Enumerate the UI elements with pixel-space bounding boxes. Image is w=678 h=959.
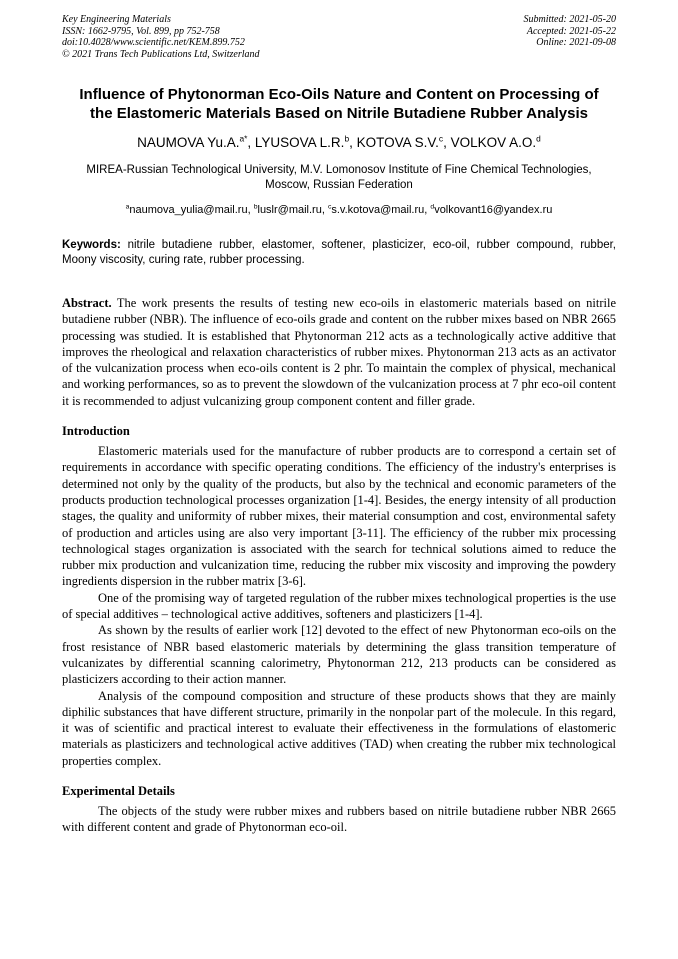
introduction-paragraph: Analysis of the compound composition and structure of these products shows that they are mainly diphilic substances that have different structure, primarily in the nonpolar part of the molecule. In this regard, it was of scientific and practical interest to evaluate their effectiveness in the formulations of elastomeric materials as plasticizers and technological active additives (TAD) when creating the rubber mix technological properties complex. <box>62 688 616 768</box>
dates-info-block <box>524 14 617 60</box>
abstract-paragraph <box>62 295 616 409</box>
journal-copyright-line: © 2021 Trans Tech Publications Ltd, Switzerland <box>62 48 260 60</box>
authors-line <box>62 135 616 150</box>
author-sep: , <box>443 135 451 150</box>
author <box>137 135 255 150</box>
abstract-text: The work presents the results of testing new eco-oils in elastomeric materials based on nitrile butadiene rubber (NBR). The influence of eco-oils grade and content on the rubber mixes based on NBR 2665 processing was studied. It is established that Phytonorman 212 acts as a technologically active additive that improves the rheological and relaxation characteristics of rubber mixes. Phytonorman 213 acts as an activator of the vulcanization process when eco-oils content is 2 phr. To maintain the complex of physical, mechanical and working performances, so as to prevent the slowdown of the vulcanization process at 7 phr eco-oil content it is recommended to adjust vulcanizing group component content and filler grade. <box>62 296 616 408</box>
author-email <box>328 204 430 216</box>
email-sup: d <box>430 203 435 211</box>
journal-info-block <box>62 14 260 60</box>
author-sup: b <box>344 133 350 144</box>
author-sep: , <box>349 135 357 150</box>
email-sep: , <box>321 204 328 216</box>
email-sup: a <box>125 203 130 211</box>
email-sup: c <box>327 203 332 211</box>
author-sup: d <box>536 133 541 144</box>
author-sup: c <box>438 133 444 144</box>
author-name: VOLKOV A.O. <box>450 135 537 150</box>
email-sup: b <box>253 203 258 211</box>
email-address: volkovant16@yandex.ru <box>434 204 553 216</box>
author <box>357 135 451 150</box>
author <box>451 135 541 150</box>
online-date: Online: 2021-09-08 <box>536 37 616 48</box>
author-email <box>430 204 552 216</box>
keywords-text: nitrile butadiene rubber, elastomer, softener, plasticizer, eco-oil, rubber compound, rubber, Moony viscosity, curing rate, rubber processing. <box>62 239 616 266</box>
introduction-heading: Introduction <box>62 424 130 439</box>
keywords-line <box>62 238 616 268</box>
abstract-label: Abstract. <box>62 296 112 310</box>
keywords-label: Keywords: <box>62 239 121 251</box>
author-email <box>254 204 328 216</box>
author-sep: , <box>247 135 255 150</box>
email-address: luslr@mail.ru <box>257 204 322 216</box>
experimental-section <box>62 784 616 836</box>
experimental-paragraph: The objects of the study were rubber mixes and rubbers based on nitrile butadiene rubber NBR 2665 with different content and grade of Phytonorman eco-oil. <box>62 804 616 835</box>
introduction-paragraph: As shown by the results of earlier work [12] devoted to the effect of new Phytonorman eco-oils on the frost resistance of NBR based elastomeric materials by determining the glass transition temperature of vulcanizates by differential scanning calorimetry, Phytonorman 212, 213 products can be considered as plasticizers according to their action manner. <box>62 623 616 687</box>
introduction-paragraph: Elastomeric materials used for the manufacture of rubber products are to correspond a certain set of requirements in accordance with specific operating conditions. The efficiency of the industry's enterprises is determined not only by the quality of the products, but also by the technical and economic parameters of the products production technological processes organization [1-4]. Besides, the energy intensity of all production stages, the quality and uniformity of rubber mixes, their material consumption and cost, environmental safety of production and articles using are also very important [3-11]. The efficiency of the rubber mix processing technological stages organization is associated with the search for technical solutions aimed to reduce the rubber mix production and vulcanization time, reducing the rubber mix viscosity and improving the powdery ingredients dispersion in the rubber matrix [3-6]. <box>62 444 616 589</box>
journal-name: Key Engineering Materials <box>62 14 171 25</box>
author-name: KOTOVA S.V. <box>356 135 439 150</box>
author-name: LYUSOVA L.R. <box>254 135 345 150</box>
journal-issn-line: ISSN: 1662-9795, Vol. 899, pp 752-758 <box>62 25 220 37</box>
journal-doi-line: doi:10.4028/www.scientific.net/KEM.899.752 <box>62 37 245 48</box>
submitted-date: Submitted: 2021-05-20 <box>523 14 616 25</box>
email-sep: , <box>424 204 431 216</box>
experimental-heading: Experimental Details <box>62 784 175 799</box>
affiliation-line: MIREA-Russian Technological University, M.V. Lomonosov Institute of Fine Chemical Technologies, Moscow, Russian Federation <box>86 164 592 191</box>
author-name: NAUMOVA Yu.A. <box>137 135 240 150</box>
introduction-paragraph: One of the promising way of targeted regulation of the rubber mixes technological properties is the use of special additives – technological active additives, softeners and plasticizers [1-4]. <box>62 590 616 622</box>
paper-title: Influence of Phytonorman Eco-Oils Nature and Content on Processing of the Elastomeric Materials Based on Nitrile Butadiene Rubber Analysis <box>79 86 599 122</box>
introduction-section <box>62 424 616 769</box>
author-email <box>126 204 254 216</box>
journal-header <box>62 14 616 60</box>
accepted-date: Accepted: 2021-05-22 <box>526 25 616 37</box>
author-sup: a* <box>239 133 248 144</box>
email-address: s.v.kotova@mail.ru <box>331 204 425 216</box>
emails-line <box>62 204 616 216</box>
email-address: naumova_yulia@mail.ru <box>129 204 248 216</box>
email-sep: , <box>247 204 254 216</box>
author <box>255 135 357 150</box>
